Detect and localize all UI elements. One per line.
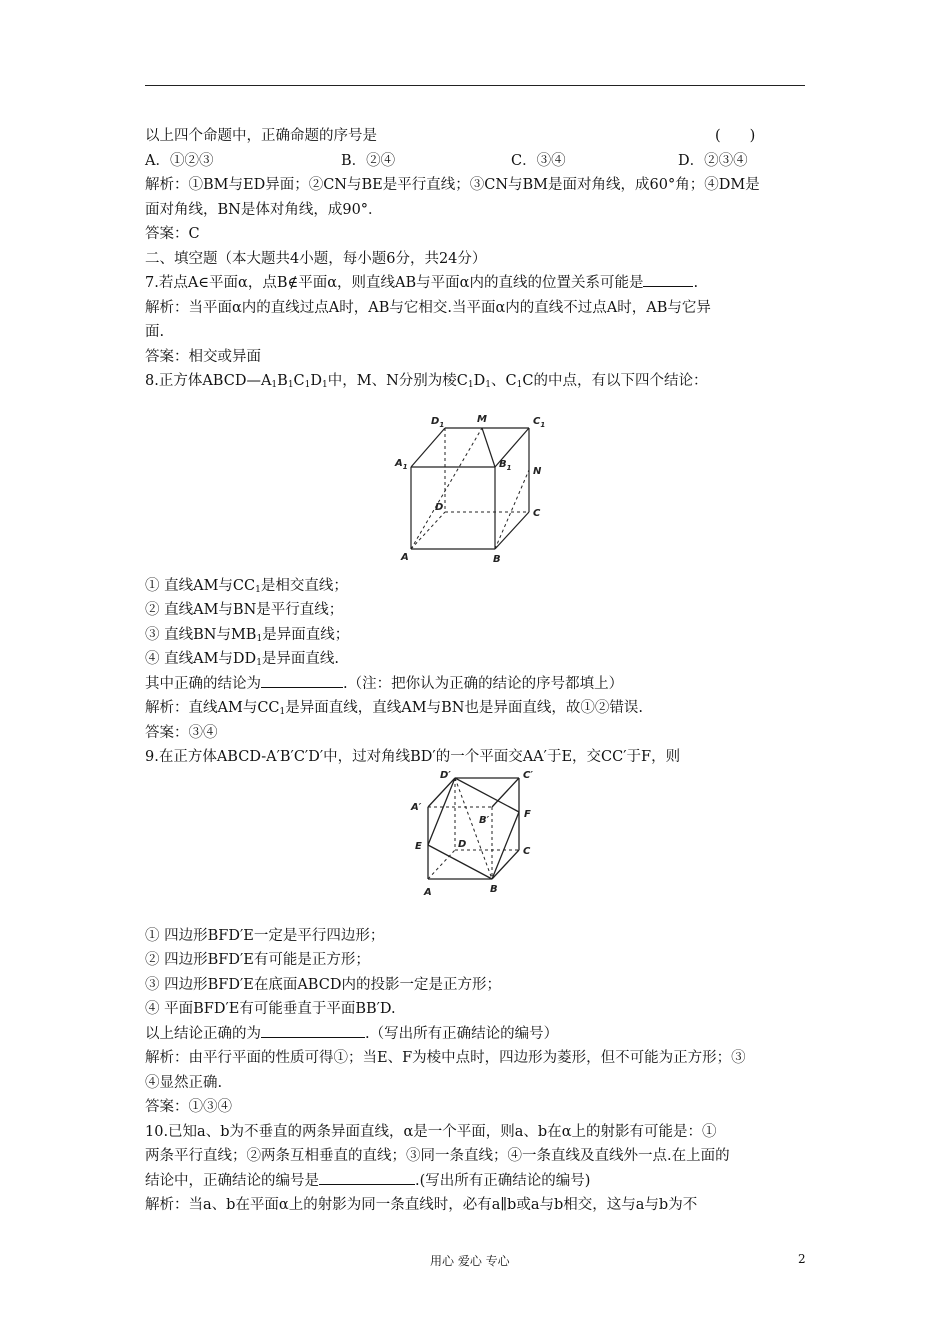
q8-sub: 1 [271,380,278,390]
label-d1: D′ [440,769,451,781]
label-b: B [493,553,501,565]
edge-bc [492,850,519,879]
label-c: C [523,845,531,857]
label-a1: $A_1$ [395,457,408,471]
label-b1: $B_1$ [499,458,512,472]
q10-line-2: 两条平行直线；②两条互相垂直的直线；③同一条直线；④一条直线及直线外一点.在上面的 [145,1148,730,1164]
q8-ask-a: 其中正确的结论为 [145,675,261,692]
q8-s1-b: 是相交直线； [260,577,348,594]
q6-option-d: D．②③④ [678,152,748,169]
q8-answer: 答案：③④ [145,724,218,741]
q9-statement-3: ③ 四边形BFD′E在底面ABCD内的投影一定是正方形； [145,976,501,993]
label-c: C [533,507,541,519]
q9-ask-b: .（写出所有正确结论的编号） [365,1025,559,1042]
q7-blank [643,271,693,287]
q8-sub: 1 [304,380,311,390]
q8-sub: 1 [485,380,492,390]
page-content [145,124,807,1218]
q9-ask-a: 以上结论正确的为 [145,1025,261,1042]
edge-bf [492,812,519,879]
q7-analysis-2: 面. [145,324,165,340]
q8-blank [261,672,343,688]
not-in-symbol: ∉ [287,275,299,291]
segment-mb1 [482,428,495,467]
q6-answer: 答案：C [145,226,200,242]
q7-stem-end: . [693,275,699,291]
q8-stem-d: D [310,373,323,389]
footer-motto: 用心 爱心 专心 [430,1254,510,1268]
q8-ask-b: .（注：把你认为正确的结论的序号都填上） [343,675,624,692]
q8-cube-diagram [145,394,807,574]
q6-option-b: B．②④ [341,152,396,169]
q8-sub: 1 [256,633,263,644]
q9-cube-diagram [145,770,807,924]
q10-line-3 [145,1169,807,1194]
label-b: B [490,883,498,895]
q6-options [145,149,807,174]
q9-ask [145,1022,807,1047]
q9-answer: 答案：①③④ [145,1099,232,1115]
section-2-title: 二、填空题（本大题共4小题，每小题6分，共24分） [145,250,487,267]
q6-analysis-2: 面对角线，BN是体对角线，成90°． [145,201,383,218]
q7-stem-a: 7.若点A∈平面α，点B [145,275,288,291]
q7-analysis-1: 解析：当平面α内的直线过点A时，AB与它相交.当平面α内的直线不过点A时，AB与它异 [145,299,711,316]
edge-a1d1 [428,778,455,807]
header-rule [145,85,805,86]
q8-sub: 1 [256,658,262,668]
q10-analysis: 解析：当a、b在平面α上的射影为同一条直线时，必有a∥b或a与b相交，这与a与b为不 [145,1197,698,1213]
q6-stem-line [145,124,807,149]
q8-sub: 1 [279,707,286,717]
q10-blank [319,1169,415,1185]
q8-s3-a: ③ 直线BN与MB [145,626,257,643]
diagonal-bd1-hidden [455,778,492,879]
q8-s3-b: 是异面直线； [262,626,350,643]
q8-stem-e: 中，M、N分别为棱C [327,373,468,389]
q9-analysis-1: 解析：由平行平面的性质可得①；当E、F为棱中点时，四边形为菱形，但不可能为正方形；③ [145,1050,746,1066]
q7-answer: 答案：相交或异面 [145,348,261,365]
q8-sub: 1 [255,584,261,595]
q8-sub: 1 [467,380,474,390]
edge-a1d1 [411,428,445,467]
q8-stem-h: C的中点，有以下四个结论： [522,373,708,389]
q8-stem [145,369,807,394]
q9-statement-1: ① 四边形BFD′E一定是平行四边形； [145,927,385,944]
segment-bn-hidden [495,470,529,549]
q9-statement-2: ② 四边形BFD′E有可能是正方形； [145,952,370,968]
q7-stem [145,271,807,296]
edge-d1e [428,778,455,845]
q8-analysis [145,696,807,721]
q10-line-3-a: 结论中，正确结论的编号是 [145,1172,319,1189]
label-a: A [401,551,409,563]
q6-option-a: A．①②③ [145,152,214,169]
label-c1: C′ [523,769,533,781]
segment-am-hidden [411,428,482,549]
q8-ask [145,672,807,697]
q8-s1-a: ① 直线AM与CC [145,577,256,594]
label-a1: A′ [411,801,422,813]
q8-sub: 1 [322,380,328,390]
q8-stem-g: 、C [491,373,517,389]
q6-analysis-1: 解析：①BM与ED异面；②CN与BE是平行直线；③CN与BM是面对角线，成60°角；④DM是 [145,177,760,193]
label-n: N [533,465,542,477]
q8-figure [145,394,807,574]
q8-analysis-b: 是异面直线，直线AM与BN也是异面直线，故①②错误. [285,700,644,716]
q8-analysis-a: 解析：直线AM与CC [145,700,280,716]
q9-analysis-2: ④显然正确. [145,1074,223,1091]
q7-stem-b: 平面α，则直线AB与平面α内的直线的位置关系可能是 [298,275,644,291]
q8-stem-f: D [473,373,486,389]
q8-statement-2: ② 直线AM与BN是平行直线； [145,602,344,618]
label-b1: B′ [479,814,490,826]
label-e: E [415,840,422,852]
label-a: A [424,886,432,898]
q9-statement-4: ④ 平面BFD′E有可能垂直于平面BB′D. [145,1001,396,1017]
edge-ad-hidden [428,850,455,879]
q10-line-3-b: .(写出所有正确结论的编号) [415,1172,591,1189]
q6-answer-paren: ( ) [715,128,756,144]
q9-stem: 9.在正方体ABCD-A′B′C′D′中，过对角线BD′的一个平面交AA′于E，交CC′于F，则 [145,749,681,765]
q8-statement-4 [145,647,807,672]
q9-blank [261,1022,365,1038]
edge-b1c1 [492,778,519,807]
q6-stem: 以上四个命题中，正确命题的序号是 [145,128,377,144]
label-d: D [458,838,467,850]
q6-option-c: C．③④ [511,152,566,169]
q8-stem-c: C [293,373,305,389]
q8-stem-a: 8.正方体ABCD—A [145,373,272,389]
label-d1: $D_1$ [431,415,445,429]
q8-statement-3 [145,623,807,648]
label-f: F [524,808,531,820]
page-number: 2 [798,1252,806,1266]
edge-eb [428,845,492,879]
edge-bc [495,512,529,549]
q8-s4-a: ④ 直线AM与DD [145,651,257,667]
edge-ad-hidden [411,512,445,549]
q8-s4-b: 是异面直线. [261,651,340,667]
q8-sub: 1 [516,380,523,390]
label-d: D [435,501,444,513]
q10-line-1: 10.已知a、b为不垂直的两条异面直线，α是一个平面，则a、b在α上的射影有可能是：① [145,1123,717,1140]
q9-figure [145,770,807,924]
label-m: M [477,413,487,425]
q8-stem-b: B [277,373,288,389]
label-c1: $C_1$ [533,415,546,429]
q8-statement-1 [145,574,807,599]
q8-sub: 1 [287,380,294,390]
